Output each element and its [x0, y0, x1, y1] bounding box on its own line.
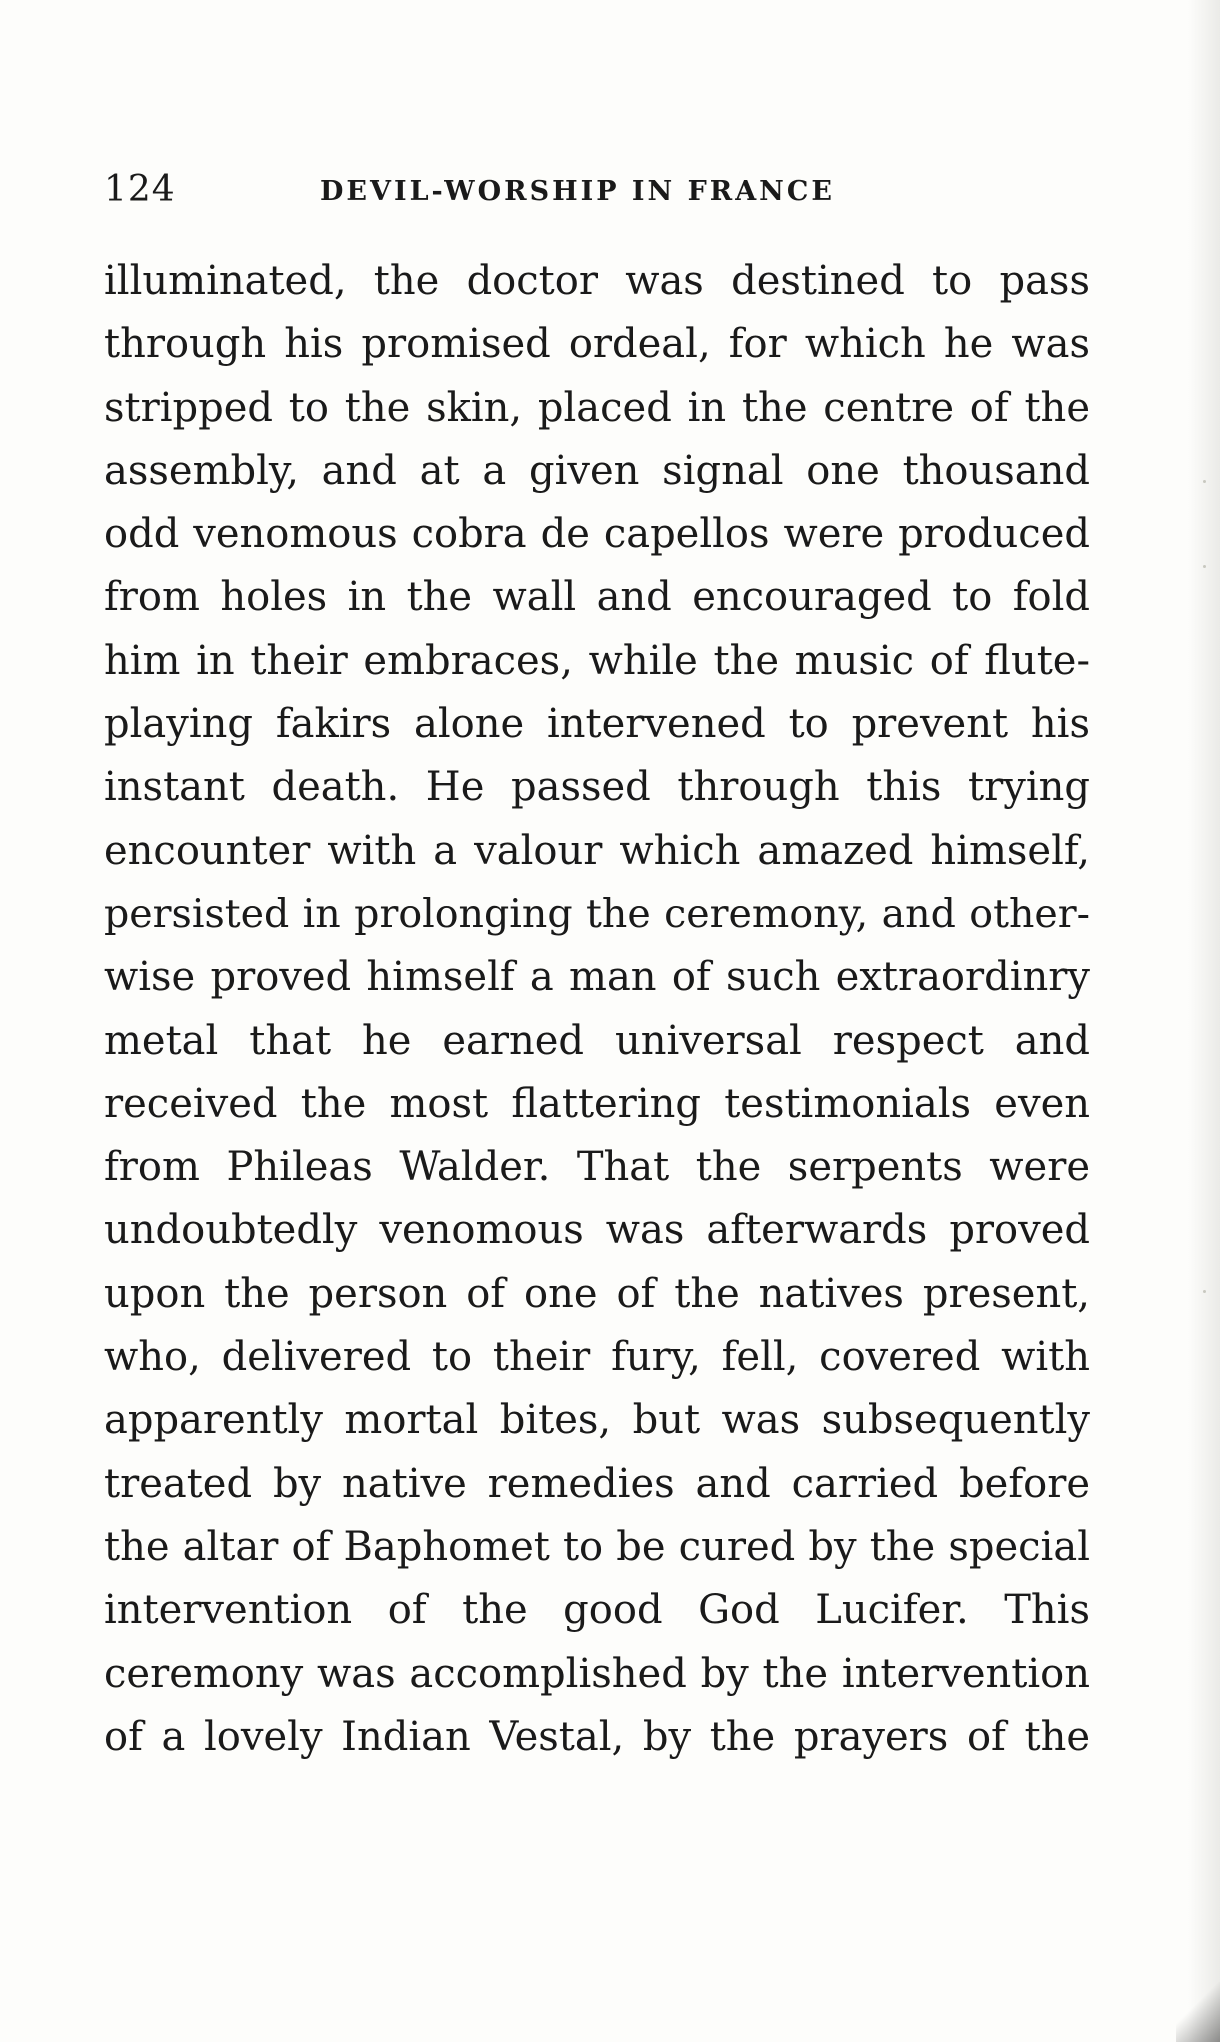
text-line: playing fakirs alone intervened to prevent his	[104, 701, 1090, 748]
text-line: the altar of Baphomet to be cured by the special	[104, 1523, 1090, 1570]
page-edge-shadow	[1188, 0, 1220, 2042]
text-line: who, delivered to their fury, fell, covered with	[104, 1334, 1090, 1381]
text-line: stripped to the skin, placed in the centre of the	[104, 384, 1090, 431]
text-line: assembly, and at a given signal one thousand	[104, 447, 1090, 494]
text-line: him in their embraces, while the music of flute-	[104, 637, 1090, 684]
page-edge-speck	[1203, 480, 1206, 483]
text-line: from Phileas Walder. That the serpents were	[104, 1144, 1090, 1191]
page-number: 124	[104, 169, 176, 210]
text-line: wise proved himself a man of such extraordinry	[104, 954, 1090, 1001]
text-line: instant death. He passed through this trying	[104, 764, 1090, 811]
text-line: illuminated, the doctor was destined to pass	[104, 258, 1090, 304]
body-text	[104, 250, 1090, 1769]
page-header	[104, 168, 1094, 212]
text-line: intervention of the good God Lucifer. This	[104, 1587, 1090, 1634]
text-line: through his promised ordeal, for which he was	[104, 321, 1090, 368]
page-edge-speck	[1203, 565, 1206, 568]
text-line: odd venomous cobra de capellos were produced	[104, 511, 1090, 558]
text-line: persisted in prolonging the ceremony, and other-	[104, 890, 1090, 937]
text-line: of a lovely Indian Vestal, by the prayers of the	[104, 1713, 1090, 1760]
text-line: metal that he earned universal respect and	[104, 1017, 1090, 1064]
text-line: from holes in the wall and encouraged to fold	[104, 574, 1090, 621]
text-line: encounter with a valour which amazed himself,	[104, 827, 1090, 874]
text-line: received the most flattering testimonials even	[104, 1080, 1090, 1127]
text-line: ceremony was accomplished by the intervention	[104, 1650, 1090, 1697]
page-corner-mark	[1176, 1982, 1220, 2042]
text-line: apparently mortal bites, but was subsequently	[104, 1397, 1090, 1444]
page-edge-speck	[1203, 1290, 1206, 1293]
text-line: upon the person of one of the natives present,	[104, 1270, 1090, 1317]
running-head: DEVIL-WORSHIP IN FRANCE	[320, 176, 835, 207]
text-line: undoubtedly venomous was afterwards proved	[104, 1207, 1090, 1254]
text-line: treated by native remedies and carried before	[104, 1460, 1090, 1507]
